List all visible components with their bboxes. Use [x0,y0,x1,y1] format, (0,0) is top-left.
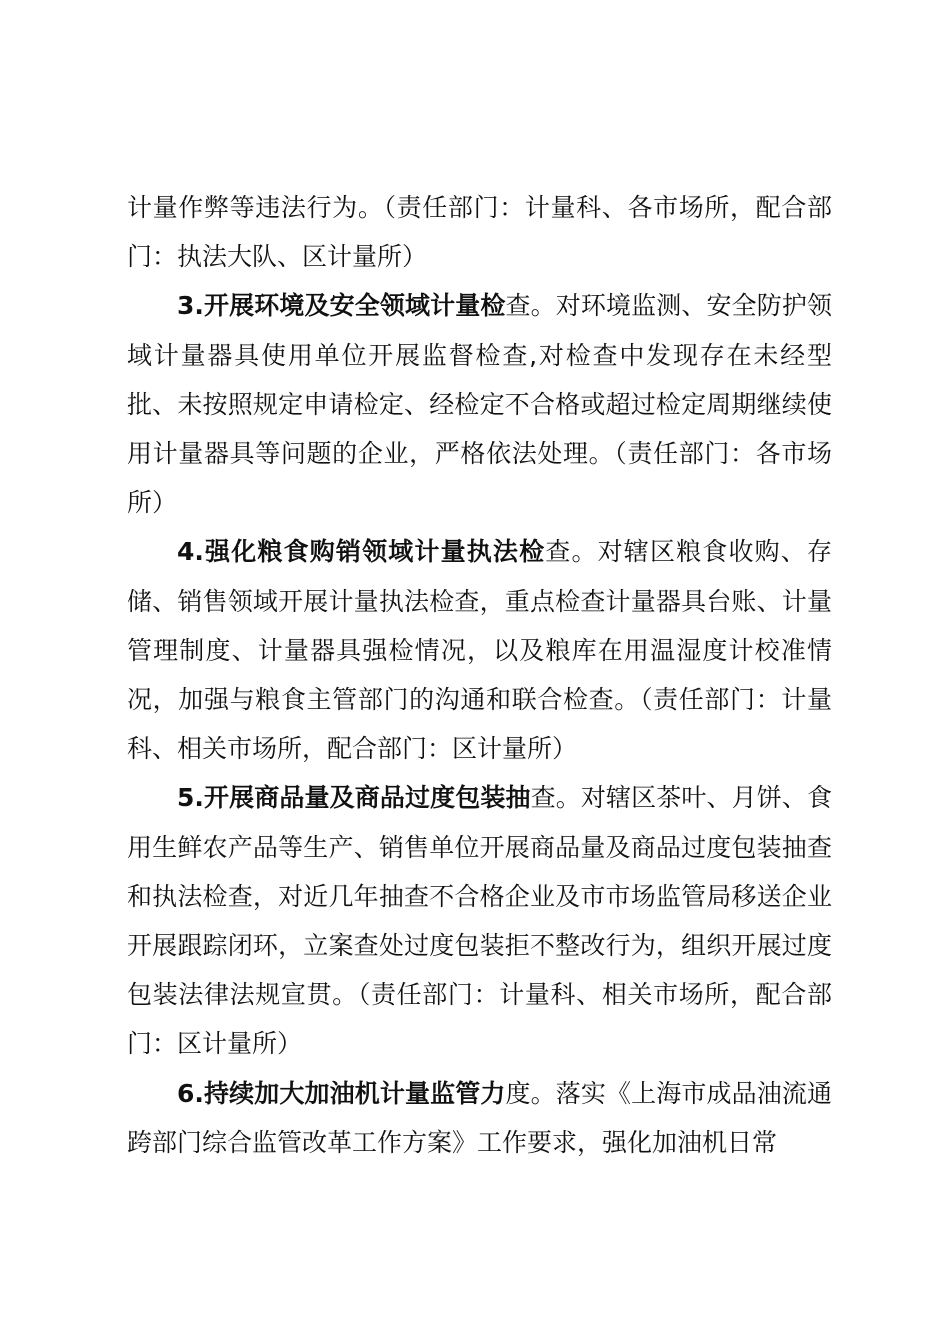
paragraph-heading: 4.强化粮食购销领域计量执法检 [177,537,546,567]
paragraph-heading: 3.开展环境及安全领域计量检 [177,291,506,321]
paragraph-item-6 [127,1069,832,1167]
paragraph-item-4 [127,527,832,773]
paragraph-body: 计量作弊等违法行为。（责任部门：计量科、各市场所，配合部门：执法大队、区计量所） [127,193,832,272]
paragraph-heading: 6.持续加大加油机计量监管力 [177,1078,506,1108]
paragraph-body: 查。对辖区茶叶、月饼、食用生鲜农产品等生产、销售单位开展商品量及商品过度包装抽查和执法检查，对近几年抽查不合格企业及市市场监管局移送企业开展跟踪闭环，立案查处过度包装拒不整改行为，组织开展过度包装法律法规宣贯。（责任部门：计量科、相关市场所，配合部门：区计量所） [127,783,832,1059]
paragraph-body: 度。落实《上海市成品油流通跨部门综合监管改革工作方案》工作要求，强化加油机日常 [127,1078,832,1157]
paragraph-body: 查。对环境监测、安全防护领域计量器具使用单位开展监督检查,对检查中发现存在未经型批、未按照规定申请检定、经检定不合格或超过检定周期继续使用计量器具等问题的企业，严格依法处理。（责任部门：各市场所） [127,291,832,518]
paragraph-item-3 [127,281,832,527]
paragraph-continuation [127,183,832,281]
paragraph-heading: 5.开展商品量及商品过度包装抽 [177,783,531,813]
document-body [127,183,832,1167]
paragraph-item-5 [127,773,832,1068]
paragraph-body: 查。对辖区粮食收购、存储、销售领域开展计量执法检查，重点检查计量器具台账、计量管理制度、计量器具强检情况，以及粮库在用温湿度计校准情况，加强与粮食主管部门的沟通和联合检查。（责任部门：计量科、相关市场所，配合部门：区计量所） [127,537,832,764]
